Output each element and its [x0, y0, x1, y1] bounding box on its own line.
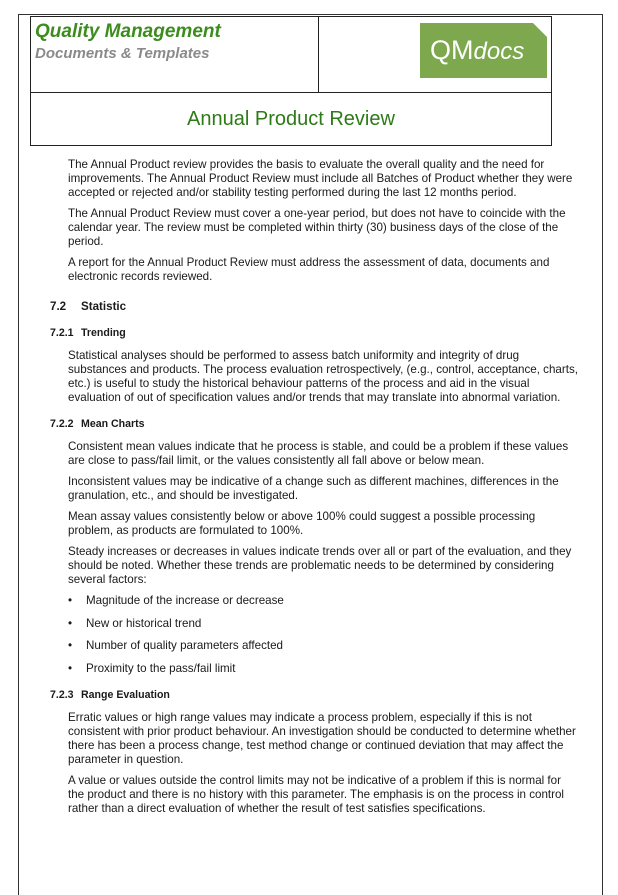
section-title: Range Evaluation: [81, 688, 170, 701]
document-body: [50, 158, 580, 823]
logo-qm: QM: [430, 35, 474, 65]
list-item: • Proximity to the pass/fail limit: [68, 662, 580, 676]
range-evaluation-paragraph: A value or values outside the control limits may not be indicative of a problem if this is normal for the product and there is no history with this parameter. The emphasis is on the process in control rather than a direct evaluation of whether the result of test satisfies specifications.: [68, 773, 565, 815]
section-number: 7.2.1: [50, 327, 74, 339]
mean-charts-paragraph: Steady increases or decreases in values indicate trends over all or part of the evaluation, and they should be noted. Whether these trends are problematic needs to be determined by considering several factors:: [68, 545, 572, 586]
list-item: • New or historical trend: [68, 617, 580, 631]
section-heading-7-2: [50, 300, 580, 314]
mean-charts-paragraph: Inconsistent values may be indicative of a change such as different machines, differences in the granulation, etc., and should be investigated.: [68, 475, 559, 502]
section-title: Statistic: [81, 300, 127, 313]
logo-corner-cut: [533, 23, 547, 37]
document-header: [30, 16, 552, 146]
range-evaluation-paragraph: Erratic values or high range values may indicate a process problem, especially if this is not consistent with prior product behaviour. An investigation should be conducted to determine whether there has been a process change, test method change or continued deviation that may affect the parameter in question.: [68, 710, 576, 766]
section-number: 7.2.2: [50, 418, 74, 430]
trending-paragraph: Statistical analyses should be performed to assess batch uniformity and integrity of drug substances and products. The process evaluation retrospectively, (e.g., control, acceptance, charts, etc.) is useful to study the historical behaviour patterns of the process and aid in the visual evaluation of out of specification values and/or trends that may translate into abnormal variation.: [68, 349, 578, 404]
section-title: Trending: [81, 327, 126, 339]
mean-charts-paragraph: Mean assay values consistently below or above 100% could suggest a possible processing problem, as products are formulated to 100%.: [68, 510, 536, 537]
document-title: Annual Product Review: [187, 107, 395, 130]
mean-charts-paragraph: Consistent mean values indicate that he process is stable, and could be a problem if these values are close to pass/fail limit, or the values consistently all fall above or below mean.: [68, 440, 569, 467]
brand-title: Quality Management: [35, 21, 221, 42]
section-title: Mean Charts: [81, 418, 145, 430]
intro-paragraph: The Annual Product review provides the basis to evaluate the overall quality and the need for improvements. The Annual Product Review must include all Batches of Product whether they were accepted or rejected and/or stability testing performed during the last 12 months period.: [68, 158, 573, 199]
list-item: • Magnitude of the increase or decrease: [68, 594, 580, 608]
factors-list: [68, 594, 580, 676]
logo-cell: [319, 17, 551, 92]
qmdocs-logo: [420, 23, 547, 78]
section-number: 7.2.3: [50, 688, 74, 701]
list-item: • Number of quality parameters affected: [68, 639, 580, 653]
section-heading-7-2-2: [50, 417, 580, 431]
logo-docs: docs: [473, 38, 525, 65]
intro-paragraph: A report for the Annual Product Review must address the assessment of data, documents and electronic records reviewed.: [68, 256, 550, 283]
section-heading-7-2-3: [50, 688, 580, 702]
section-heading-7-2-1: [50, 326, 580, 340]
brand-block: [31, 17, 319, 92]
brand-subtitle: Documents & Templates: [35, 45, 210, 62]
section-number: 7.2: [50, 300, 67, 313]
intro-paragraph: The Annual Product Review must cover a one-year period, but does not have to coincide with the calendar year. The review must be completed within thirty (30) business days of the close of the period.: [68, 207, 566, 248]
